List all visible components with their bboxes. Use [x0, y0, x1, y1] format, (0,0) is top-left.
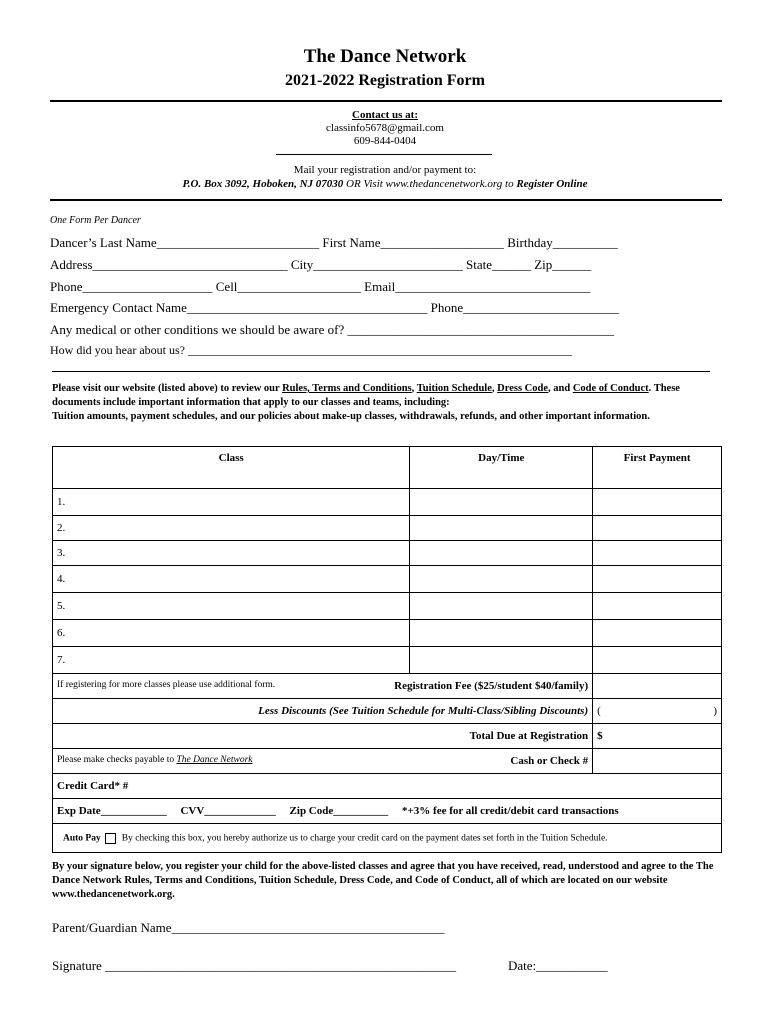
payment-cell[interactable] — [593, 566, 722, 593]
auto-pay-row — [53, 824, 722, 853]
tuition-link[interactable]: Tuition Schedule — [416, 383, 492, 394]
col-day-time: Day/Time — [410, 447, 593, 489]
discount-input[interactable] — [593, 699, 722, 724]
class-cell[interactable]: 1. — [53, 489, 410, 516]
contact-fields[interactable]: Phone____________________ Cell___________________ Email______________________________ — [50, 279, 591, 294]
table-row[interactable] — [53, 489, 722, 516]
notice-text: Please visit our website (listed above) to review our — [52, 383, 283, 394]
contact-email: classinfo5678@gmail.com — [326, 122, 444, 134]
check-cell — [53, 749, 593, 774]
reg-fee-row — [53, 674, 722, 699]
table-row[interactable] — [53, 647, 722, 674]
day-cell[interactable] — [410, 566, 593, 593]
date-field[interactable]: Date:___________ — [508, 958, 608, 973]
emergency-fields[interactable]: Emergency Contact Name_____________________________________ Phone________________________ — [50, 300, 620, 315]
org-title: The Dance Network — [303, 46, 467, 67]
cvv-field[interactable]: CVV_____________ — [180, 805, 276, 817]
reg-fee-label: Registration Fee ($25/student $40/family) — [394, 680, 589, 692]
day-cell[interactable] — [410, 647, 593, 674]
registration-table — [52, 446, 722, 853]
col-first-payment: First Payment — [593, 447, 722, 489]
day-cell[interactable] — [410, 516, 593, 541]
table-row[interactable] — [53, 566, 722, 593]
mail-address — [0, 178, 770, 190]
table-row[interactable] — [53, 620, 722, 647]
class-cell[interactable]: 4. — [53, 566, 410, 593]
contact-phone: 609-844-0404 — [353, 135, 417, 147]
discount-label: Less Discounts (See Tuition Schedule for Multi-Class/Sibling Discounts) — [53, 699, 593, 724]
notice-sep: , — [411, 383, 417, 394]
notice-text: Tuition amounts, payment schedules, and our policies about make-up classes, withdrawals, refunds, and other important information. — [52, 411, 650, 422]
check-number-input[interactable] — [593, 749, 722, 774]
payment-cell[interactable] — [593, 593, 722, 620]
contact-divider — [276, 154, 492, 155]
table-row[interactable] — [53, 593, 722, 620]
payment-cell[interactable] — [593, 516, 722, 541]
signature-field[interactable]: Signature ______________________________________________________ — [52, 958, 457, 973]
payment-cell[interactable] — [593, 647, 722, 674]
day-cell[interactable] — [410, 541, 593, 566]
auto-pay-text: By checking this box, you hereby authorize us to charge your credit card on the payment dates set forth in the Tuition Schedule. — [121, 833, 608, 844]
discount-row — [53, 699, 722, 724]
card-details-row — [53, 799, 722, 824]
guardian-name-field[interactable]: Parent/Guardian Name__________________________________________ — [52, 920, 445, 935]
payment-cell[interactable] — [593, 541, 722, 566]
notice-text: . These documents include important information that apply to our classes and teams, including: — [52, 383, 680, 408]
dress-code-link[interactable]: Dress Code — [497, 383, 548, 394]
day-cell[interactable] — [410, 593, 593, 620]
zip-code-field[interactable]: Zip Code__________ — [289, 805, 389, 817]
form-title: 2021-2022 Registration Form — [285, 72, 485, 89]
class-cell[interactable]: 3. — [53, 541, 410, 566]
class-cell[interactable]: 6. — [53, 620, 410, 647]
notice-sep: , — [491, 383, 498, 394]
auto-pay-label: Auto Pay — [63, 833, 101, 844]
exp-date-field[interactable]: Exp Date____________ — [57, 805, 167, 817]
auto-pay-cell — [53, 824, 722, 853]
credit-card-field[interactable]: Credit Card* # — [53, 774, 722, 799]
one-form-note: One Form Per Dancer — [50, 215, 141, 226]
code-of-conduct-link[interactable]: Code of Conduct — [572, 383, 649, 394]
table-header — [53, 447, 722, 489]
mail-line: Mail your registration and/or payment to: — [293, 164, 477, 176]
medical-field[interactable]: Any medical or other conditions we should be aware of? _________________________________________ — [50, 322, 614, 337]
reg-fee-cell — [53, 674, 593, 699]
col-class: Class — [53, 447, 410, 489]
or-visit: OR Visit www.thedancenetwork.org to — [346, 178, 514, 190]
more-classes-note: If registering for more classes please use additional form. — [57, 680, 276, 690]
rules-link[interactable]: Rules, Terms and Conditions — [282, 383, 412, 394]
day-cell[interactable] — [410, 489, 593, 516]
total-row — [53, 724, 722, 749]
register-online: Register Online — [516, 178, 588, 190]
name-fields[interactable]: Dancer’s Last Name_________________________ First Name___________________ Birthday__________ — [50, 235, 618, 250]
total-input[interactable]: $ — [593, 724, 722, 749]
check-row — [53, 749, 722, 774]
referral-field[interactable]: How did you hear about us? ________________________________________________________________ — [50, 343, 572, 357]
paren-open: ( — [597, 705, 601, 717]
payee-name: The Dance Network — [176, 755, 253, 765]
fields-divider — [52, 371, 710, 372]
notice-sep: , and — [548, 383, 573, 394]
paren-close: ) — [713, 705, 717, 717]
total-label: Total Due at Registration — [53, 724, 593, 749]
payment-cell[interactable] — [593, 489, 722, 516]
class-cell[interactable]: 2. — [53, 516, 410, 541]
day-cell[interactable] — [410, 620, 593, 647]
top-divider — [50, 100, 722, 102]
class-cell[interactable]: 5. — [53, 593, 410, 620]
address-fields[interactable]: Address______________________________ City_______________________ State______ Zip______ — [50, 257, 592, 272]
reg-fee-input[interactable] — [593, 674, 722, 699]
contact-heading: Contact us at: — [352, 109, 418, 121]
table-row[interactable] — [53, 516, 722, 541]
credit-card-row — [53, 774, 722, 799]
card-fee-note: *+3% fee for all credit/debit card transactions — [402, 805, 619, 817]
table-row[interactable] — [53, 541, 722, 566]
policy-notice — [52, 382, 712, 424]
signature-note: By your signature below, you register your child for the above-listed classes and agree that you have received, read, understood and agree to the The Dance Network Rules, Terms and Conditions, Tuition Schedule, Dress Code, and Code of Conduct, all of which are located on our website www.thedancenetwork.org. — [52, 861, 714, 900]
auto-pay-checkbox[interactable] — [105, 833, 116, 844]
po-box: P.O. Box 3092, Hoboken, NJ 07030 — [182, 178, 344, 190]
cash-check-label: Cash or Check # — [510, 755, 589, 767]
checks-payable-note: Please make checks payable to — [57, 755, 177, 765]
address-divider — [50, 199, 722, 201]
payment-cell[interactable] — [593, 620, 722, 647]
card-details-cell — [53, 799, 722, 824]
class-cell[interactable]: 7. — [53, 647, 410, 674]
